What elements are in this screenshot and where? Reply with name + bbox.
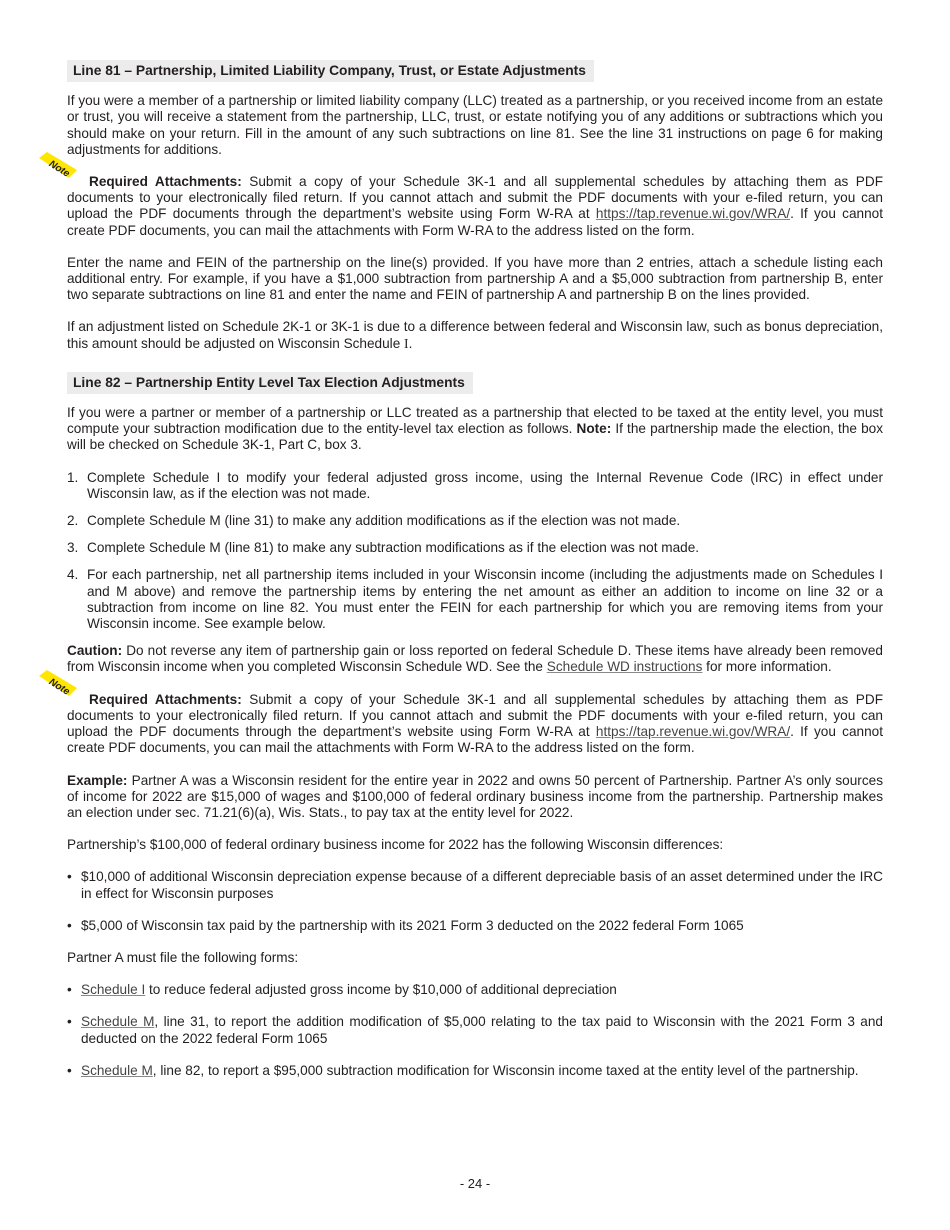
list-item: • $5,000 of Wisconsin tax paid by the partnership with its 2021 Form 3 deducted on the 2022 federal Form 1065 xyxy=(67,917,744,933)
wra-link[interactable]: https://tap.revenue.wi.gov/WRA/ xyxy=(595,206,791,222)
line81-paragraph-1: If you were a member of a partnership or limited liability company (LLC) treated as a partnership, or you received income from an estate or trust, you will receive a statement from the partnership, LLC, trust, or estate notifying you of any additions or subtractions which you should make on your return. Fill in the amount of any such subtractions on line 81. See the line 31 instructions on page 6 for making adjustments for additions. xyxy=(67,93,884,157)
step-item: 1. Complete Schedule I to modify your federal adjusted gross income, using the Internal Revenue Code (IRC) in effect under Wisconsin law, as if the election was not made. xyxy=(67,469,883,501)
forms-list xyxy=(67,982,883,1079)
line82-heading: Line 82 – Partnership Entity Level Tax Election Adjustments xyxy=(67,372,473,394)
wra-link[interactable]: https://tap.revenue.wi.gov/WRA/ xyxy=(595,724,791,740)
line81-attachments-note: Note Required Attachments: Submit a copy of your Schedule 3K-1 and all supplemental schedules by attaching them as PDF documents to your electronically filed return. If you cannot attach and submit the PDF documents with your e-filed return, you can upload the PDF documents through the department’s website using Form W-RA at https://tap.revenue.wi.gov/WRA/. If you cannot create PDF documents, you can mail the attachments with Form W-RA to the address listed on the form. xyxy=(67,174,883,239)
line81-paragraph-4: If an adjustment listed on Schedule 2K-1 or 3K-1 is due to a difference between federal and Wisconsin law, such as bonus depreciation, this amount should be adjusted on Wisconsin Schedule I. xyxy=(67,319,883,351)
list-item: • $10,000 of additional Wisconsin depreciation expense because of a different depreciable basis of an asset determined under the IRC in effect for Wisconsin purposes xyxy=(67,869,883,901)
attachments-label: Required Attachments: xyxy=(89,691,242,707)
note-flag-icon xyxy=(37,152,77,180)
document-page xyxy=(46,60,884,1095)
step-item: 2. Complete Schedule M (line 31) to make any addition modifications as if the election was not made. xyxy=(67,513,681,529)
line81-heading: Line 81 – Partnership, Limited Liability Company, Trust, or Estate Adjustments xyxy=(67,60,594,82)
schedule-wd-link[interactable]: Schedule WD instructions xyxy=(546,659,703,675)
note-flag-label: Note xyxy=(46,676,72,698)
forms-intro: Partner A must file the following forms: xyxy=(67,949,299,965)
list-item: • Schedule M, line 31, to report the addition modification of $5,000 relating to the tax paid to Wisconsin with the 2021 Form 3 and deducted on the 2022 federal Form 1065 xyxy=(67,1014,883,1046)
differences-list xyxy=(67,869,883,934)
step-item: 4. For each partnership, net all partnership items included in your Wisconsin income (including the adjustments made on Schedules I and M above) and remove the partnership items by entering the net amount as either an addition to income on line 32 or a subtraction from income on line 82. You must enter the FEIN for each partnership for which you are removing items from your Wisconsin income. See example below. xyxy=(67,567,883,632)
note-flag-label: Note xyxy=(46,158,72,180)
line82-steps xyxy=(67,470,883,633)
line82-attachments-note: Note Required Attachments: Submit a copy of your Schedule 3K-1 and all supplemental schedules by attaching them as PDF documents to your electronically filed return. If you cannot attach and submit the PDF documents with your e-filed return, you can upload the PDF documents through the department’s website using Form W-RA at https://tap.revenue.wi.gov/WRA/. If you cannot create PDF documents, you can mail the attachments with Form W-RA to the address listed on the form. xyxy=(67,692,883,757)
page-number: - 24 - xyxy=(459,1176,491,1191)
schedule-m-link[interactable]: Schedule M xyxy=(81,1062,153,1078)
line81-paragraph-3: Enter the name and FEIN of the partnership on the line(s) provided. If you have more than 2 entries, attach a schedule listing each additional entry. For example, if you have a $1,000 subtraction from partnership A and a $5,000 subtraction from partnership B, enter two separate subtractions on line 81 and enter the name and FEIN of partnership A and partnership B on the lines provided. xyxy=(67,254,883,303)
list-item: • Schedule I to reduce federal adjusted gross income by $10,000 of additional depreciation xyxy=(67,982,617,998)
attachments-label: Required Attachments: xyxy=(89,174,242,190)
schedule-i-link[interactable]: Schedule I xyxy=(81,982,146,998)
schedule-m-link[interactable]: Schedule M xyxy=(81,1014,155,1030)
list-item: • Schedule M, line 82, to report a $95,000 subtraction modification for Wisconsin income taxed at the entity level of the partnership. xyxy=(67,1062,859,1078)
line82-caution: Caution: Do not reverse any item of partnership gain or loss reported on federal Schedule D. These items have already been removed from Wisconsin income when you completed Wisconsin Schedule WD. See the Schedule WD instructions for more information. xyxy=(67,643,883,675)
note-flag-icon xyxy=(37,670,77,698)
example-paragraph: Example: Partner A was a Wisconsin resident for the entire year in 2022 and owns 50 percent of Partnership. Partner A’s only sources of income for 2022 are $15,000 of wages and $100,000 of federal ordinary business income from the partnership. Partnership makes an election under sec. 71.21(6)(a), Wis. Stats., to pay tax at the entity level for 2022. xyxy=(67,772,883,820)
step-item: 3. Complete Schedule M (line 81) to make any subtraction modifications as if the election was not made. xyxy=(67,540,700,556)
differences-intro: Partnership’s $100,000 of federal ordinary business income for 2022 has the following Wisconsin differences: xyxy=(67,837,724,853)
line82-intro: If you were a partner or member of a partnership or LLC treated as a partnership that elected to be taxed at the entity level, you must compute your subtraction modification due to the entity-level tax election as follows. Note: If the partnership made the election, the box will be checked on Schedule 3K-1, Part C, box 3. xyxy=(67,405,883,453)
